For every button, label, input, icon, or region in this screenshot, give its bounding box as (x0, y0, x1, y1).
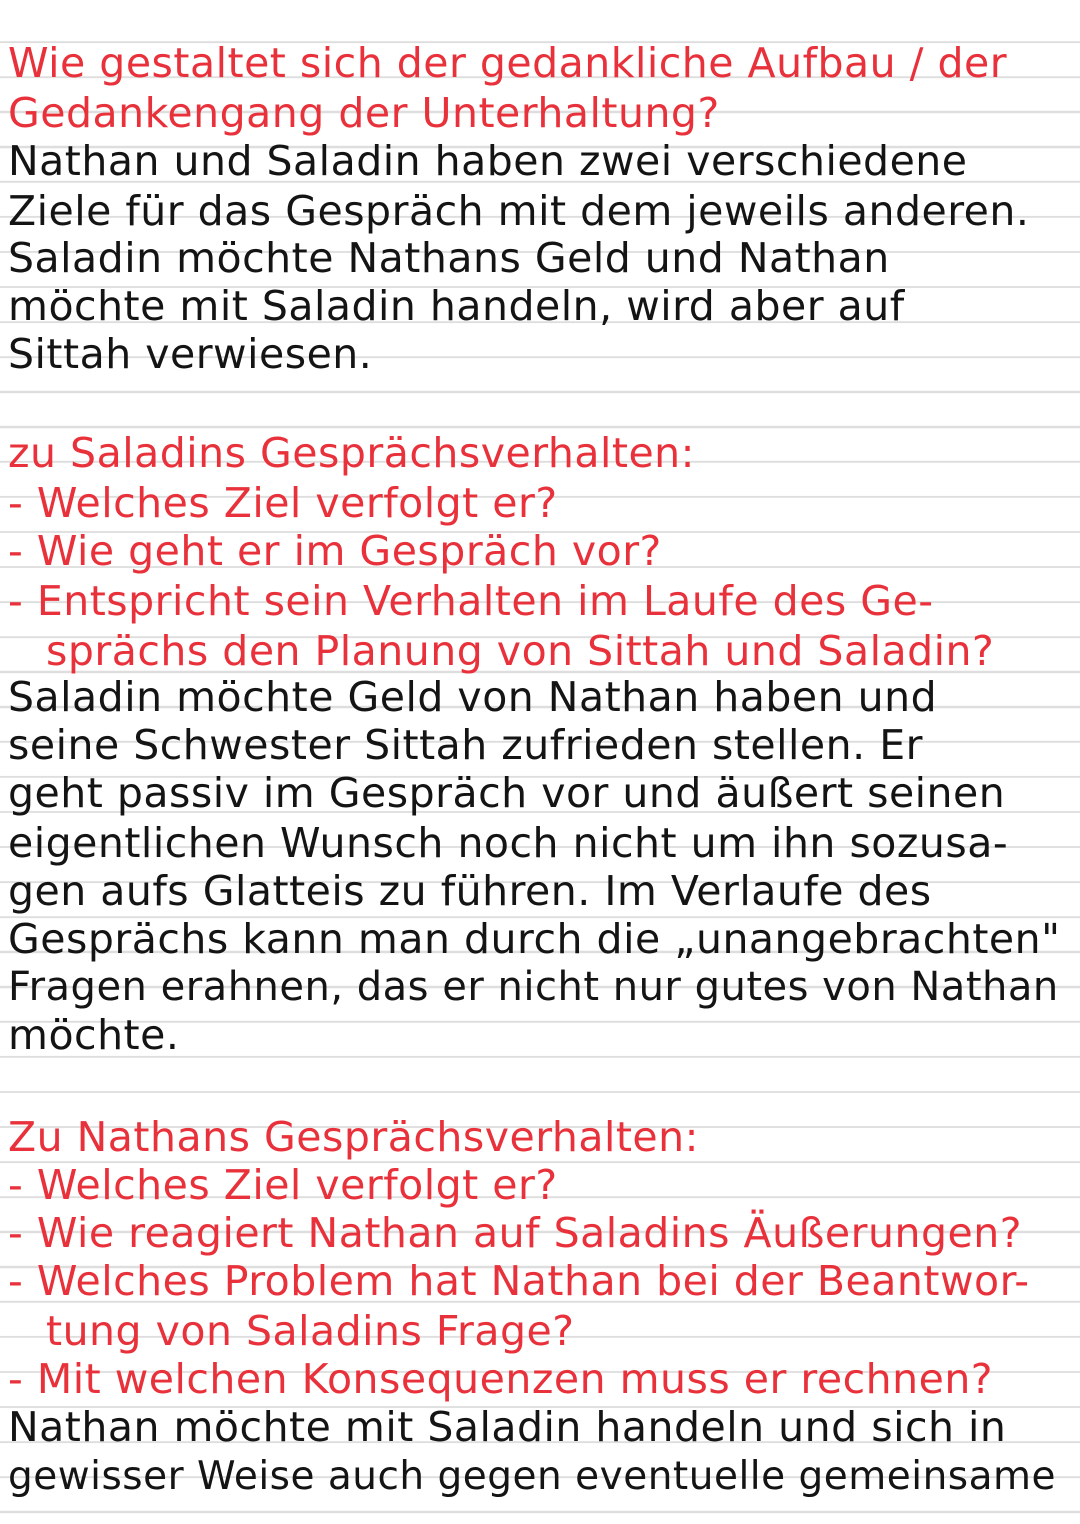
question-line: tung von Saladins Frage? (46, 1307, 575, 1355)
section-heading: zu Saladins Gesprächsverhalten: (8, 429, 695, 477)
answer-line: Nathan möchte mit Saladin handeln und sich in (8, 1403, 1007, 1451)
answer-line: gewisser Weise auch gegen eventuelle gemeinsame (8, 1454, 1056, 1499)
question-line: - Mit welchen Konsequenzen muss er rechnen? (8, 1355, 994, 1403)
answer-line: Saladin möchte Nathans Geld und Nathan (8, 234, 890, 282)
answer-line: Ziele für das Gespräch mit dem jeweils anderen. (8, 187, 1030, 235)
question-line: Wie gestaltet sich der gedankliche Aufbau / der (8, 39, 1008, 87)
question-line: - Entspricht sein Verhalten im Laufe des Ge- (8, 577, 934, 625)
answer-line: Nathan und Saladin haben zwei verschiedene (8, 137, 968, 185)
question-line: sprächs den Planung von Sittah und Saladin? (46, 627, 995, 675)
answer-line: Sittah verwiesen. (8, 330, 373, 378)
question-line: - Wie reagiert Nathan auf Saladins Äußerungen? (8, 1209, 1022, 1257)
answer-line: möchte. (8, 1011, 180, 1059)
answer-line: geht passiv im Gespräch vor und äußert seinen (8, 769, 1006, 817)
answer-line: eigentlichen Wunsch noch nicht um ihn sozusa- (8, 819, 1009, 867)
answer-line: gen aufs Glatteis zu führen. Im Verlaufe des (8, 867, 932, 915)
question-line: - Welches Ziel verfolgt er? (8, 479, 558, 527)
answer-line: Fragen erahnen, das er nicht nur gutes von Nathan (8, 964, 1059, 1010)
question-line: - Welches Problem hat Nathan bei der Beantwor- (8, 1257, 1030, 1305)
answer-line: Gesprächs kann man durch die „unangebrachten" (8, 915, 1061, 963)
answer-line: seine Schwester Sittah zufrieden stellen. Er (8, 721, 923, 769)
question-line: - Welches Ziel verfolgt er? (8, 1161, 558, 1209)
answer-line: Saladin möchte Geld von Nathan haben und (8, 673, 938, 721)
question-line: Gedankengang der Unterhaltung? (8, 89, 720, 137)
section-heading: Zu Nathans Gesprächsverhalten: (8, 1113, 699, 1161)
question-line: - Wie geht er im Gespräch vor? (8, 527, 662, 575)
answer-line: möchte mit Saladin handeln, wird aber auf (8, 282, 905, 330)
